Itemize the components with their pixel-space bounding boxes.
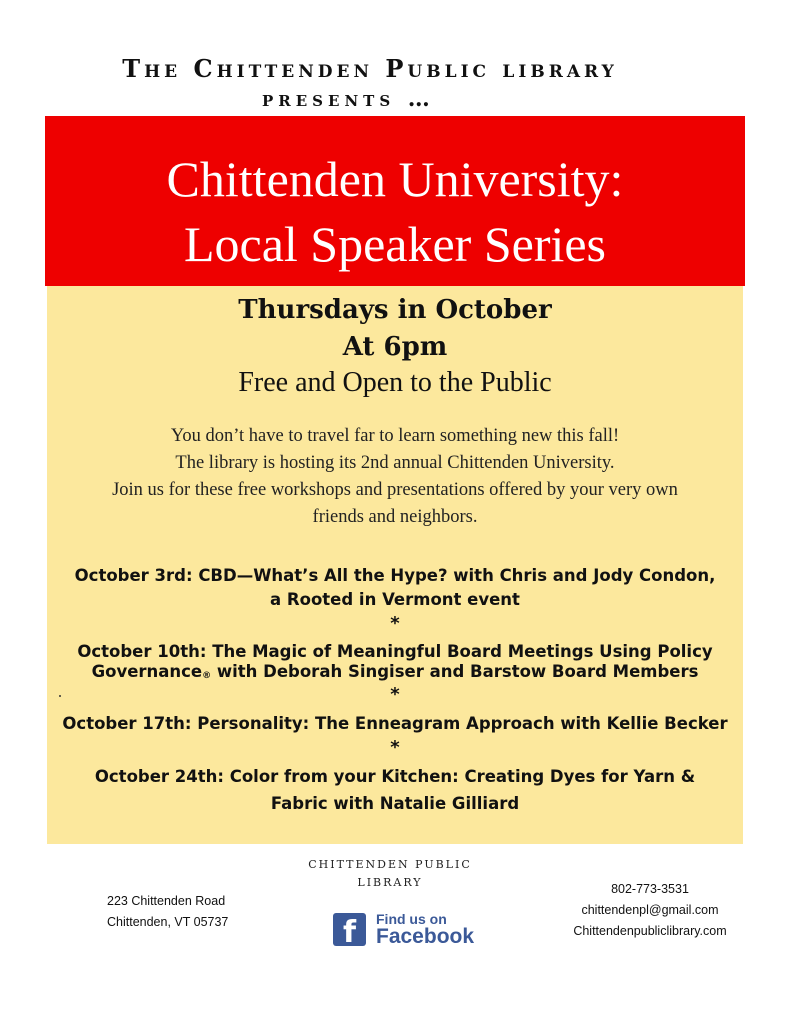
intro-line-4: friends and neighbors. bbox=[312, 507, 478, 527]
schedule-time: At 6pm bbox=[342, 332, 448, 362]
facebook-icon: f bbox=[333, 913, 366, 946]
event-separator: * bbox=[390, 613, 400, 634]
title-banner bbox=[45, 116, 745, 286]
event-1-line-1: October 3rd: CBD—What’s All the Hype? with Chris and Jody Condon, bbox=[74, 566, 716, 585]
stray-dot bbox=[59, 695, 61, 697]
address-line-1: 223 Chittenden Road bbox=[107, 894, 226, 908]
event-2-line-1: October 10th: The Magic of Meaningful Board Meetings Using Policy bbox=[77, 642, 713, 661]
event-1-line-2: a Rooted in Vermont event bbox=[270, 590, 520, 609]
details-panel bbox=[47, 286, 743, 844]
footer-library-line-1: CHITTENDEN PUBLIC bbox=[308, 858, 472, 871]
footer-library-name bbox=[290, 856, 490, 892]
event-2-speakers: with Deborah Singiser and Barstow Board Members bbox=[211, 662, 699, 681]
website-url: Chittendenpubliclibrary.com bbox=[573, 924, 727, 938]
schedule-day: Thursdays in October bbox=[238, 295, 552, 325]
phone-number: 802-773-3531 bbox=[611, 882, 689, 896]
event-separator: * bbox=[390, 684, 400, 705]
footer-library-line-2: LIBRARY bbox=[357, 876, 423, 889]
intro-line-1: You don’t have to travel far to learn something new this fall! bbox=[170, 426, 620, 446]
presents-text: presents … bbox=[262, 86, 435, 112]
presenter-title: The Chittenden Public library bbox=[122, 54, 618, 83]
banner-title-line1: Chittenden University: bbox=[166, 151, 624, 207]
facebook-find-text: Find us on bbox=[376, 911, 447, 927]
intro-line-3: Join us for these free workshops and presentations offered by your very own bbox=[112, 480, 678, 500]
event-4-line-1: October 24th: Color from your Kitchen: Creating Dyes for Yarn & bbox=[94, 767, 696, 786]
event-separator: * bbox=[390, 737, 400, 758]
admission-text: Free and Open to the Public bbox=[238, 367, 552, 398]
intro-line-2: The library is hosting its 2nd annual Chittenden University. bbox=[175, 453, 615, 473]
event-4-line-2: Fabric with Natalie Gilliard bbox=[270, 794, 520, 813]
facebook-name: Facebook bbox=[376, 925, 475, 948]
address-line-2: Chittenden, VT 05737 bbox=[107, 915, 229, 929]
registered-mark: ® bbox=[202, 671, 212, 681]
email-address: chittendenpl@gmail.com bbox=[581, 903, 719, 917]
footer-contact bbox=[550, 879, 750, 942]
facebook-badge[interactable] bbox=[333, 911, 473, 949]
event-2-governance: Governance bbox=[91, 662, 203, 681]
event-3: October 17th: Personality: The Enneagram Approach with Kellie Becker bbox=[62, 714, 728, 733]
banner-title-line2: Local Speaker Series bbox=[183, 216, 607, 272]
footer-address bbox=[107, 891, 228, 933]
